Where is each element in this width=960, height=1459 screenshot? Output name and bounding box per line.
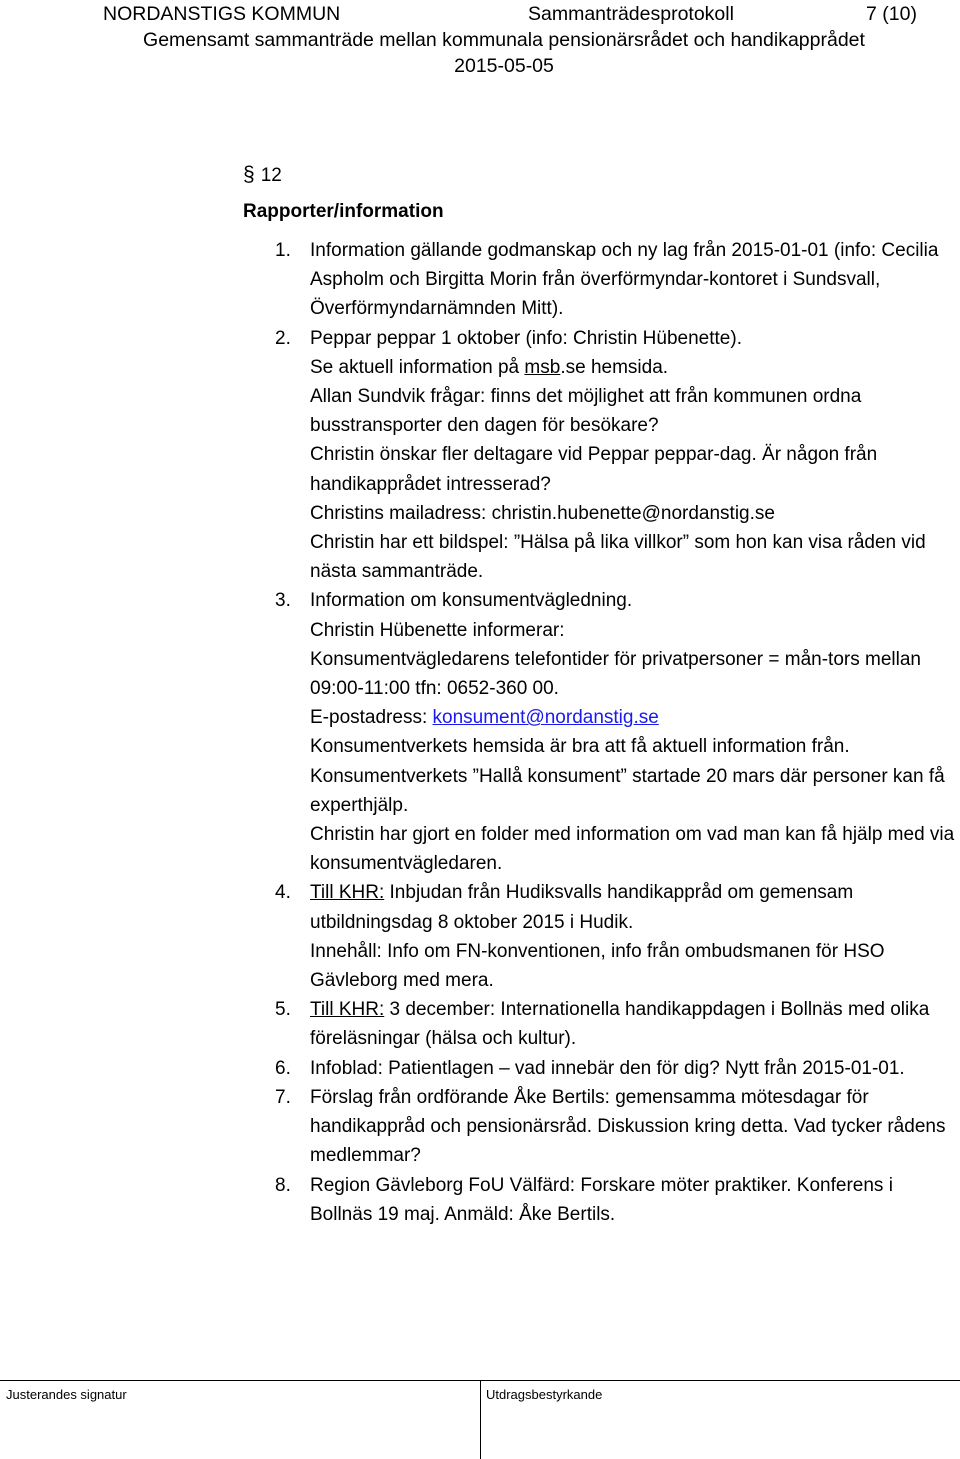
item-number: 4. bbox=[275, 882, 291, 904]
page-number: 7 (10) bbox=[866, 3, 917, 25]
item-number: 1. bbox=[275, 240, 291, 261]
item-text: Information gällande godmanskap och ny lag från 2015-01-01 (info: Cecilia Aspholm och Birgitta Morin från överförmyndar-kontoret i Sundsvall, Överförmyndarnämnden Mitt). bbox=[310, 240, 939, 320]
section-number-value: 12 bbox=[260, 165, 282, 186]
signature-label: Justerandes signatur bbox=[6, 1387, 127, 1402]
meeting-subtitle: Gemensamt sammanträde mellan kommunala pensionärsrådet och handikapprådet bbox=[143, 29, 865, 51]
item-text: Christins mailadress: christin.hubenette@nordanstig.se bbox=[310, 502, 775, 524]
item-text: Information om konsumentvägledning. bbox=[310, 590, 633, 612]
item-text bbox=[310, 995, 955, 1053]
email-link[interactable]: konsument@nordanstig.se bbox=[432, 707, 659, 729]
item-text: Förslag från ordförande Åke Bertils: gemensamma mötesdagar för handikappråd och pensionärsråd. Diskussion kring detta. Vad tycker rådens medlemmar? bbox=[310, 1086, 946, 1167]
khr-tag: Till KHR: bbox=[310, 882, 385, 904]
item-text: Konsumentvägledarens telefontider för privatpersoner = mån-tors mellan 09:00-11:00 tfn: 0652-360 00. bbox=[310, 648, 921, 700]
section-number bbox=[243, 163, 282, 187]
item-text: Peppar peppar 1 oktober (info: Christin Hübenette). bbox=[310, 327, 742, 349]
list-item bbox=[275, 995, 955, 1053]
item-text bbox=[310, 878, 955, 936]
item-text: Christin Hübenette informerar: bbox=[310, 619, 565, 641]
item-text: Allan Sundvik frågar: finns det möjlighet att från kommunen ordna busstransporter den dagen för besökare? bbox=[310, 386, 862, 437]
item-text: Region Gävleborg FoU Välfärd: Forskare möter praktiker. Konferens i Bollnäs 19 maj. Anmäld: Åke Bertils. bbox=[310, 1174, 893, 1225]
item-number: 8. bbox=[275, 1174, 291, 1196]
certification-label: Utdragsbestyrkande bbox=[486, 1387, 603, 1402]
item-number: 7. bbox=[275, 1086, 291, 1108]
document-type: Sammanträdesprotokoll bbox=[528, 3, 734, 25]
list-item bbox=[275, 878, 955, 995]
text-fragment: hemsida. bbox=[585, 356, 669, 378]
text-fragment: 3 december: Internationella handikappdagen i Bollnäs med olika föreläsningar (hälsa och kultur). bbox=[310, 999, 930, 1050]
item-number: 5. bbox=[275, 999, 291, 1021]
list-item bbox=[275, 236, 955, 324]
text-fragment: E-postadress: bbox=[310, 707, 433, 729]
organization-name: NORDANSTIGS KOMMUN bbox=[103, 3, 341, 25]
item-text: Christin har gjort en folder med information om vad man kan få hjälp med via konsumentvägledaren. bbox=[310, 824, 955, 875]
item-text bbox=[310, 353, 955, 382]
report-list bbox=[275, 236, 955, 1229]
item-text: Innehåll: Info om FN-konventionen, info från ombudsmanen för HSO Gävleborg med mera. bbox=[310, 940, 885, 992]
meeting-date: 2015-05-05 bbox=[454, 55, 554, 77]
section-heading: Rapporter/information bbox=[243, 201, 444, 222]
list-item bbox=[275, 1083, 955, 1171]
item-number: 2. bbox=[275, 327, 291, 349]
item-text: Christin har ett bildspel: ”Hälsa på lika villkor” som hon kan visa råden vid nästa sammanträde. bbox=[310, 532, 926, 583]
item-number: 6. bbox=[275, 1057, 291, 1079]
paragraph-symbol: § bbox=[243, 163, 255, 186]
text-fragment: Inbjudan från Hudiksvalls handikappråd om gemensam utbildningsdag 8 oktober 2015 i Hudik. bbox=[310, 882, 854, 933]
msb-link[interactable]: msb bbox=[524, 356, 561, 378]
footer-column-divider bbox=[480, 1380, 481, 1459]
item-text: Christin önskar fler deltagare vid Peppar peppar-dag. Är någon från handikapprådet intresserad? bbox=[310, 444, 878, 495]
khr-tag: Till KHR: bbox=[310, 999, 385, 1021]
list-item bbox=[275, 1054, 955, 1083]
header-top-row bbox=[0, 2, 960, 26]
text-fragment: .se bbox=[560, 356, 586, 378]
item-text: Konsumentverkets ”Hallå konsument” startade 20 mars där personer kan få experthjälp. bbox=[310, 765, 945, 816]
item-text bbox=[310, 703, 955, 732]
item-number: 3. bbox=[275, 590, 291, 612]
item-text: Infoblad: Patientlagen – vad innebär den för dig? Nytt från 2015-01-01. bbox=[310, 1057, 905, 1079]
item-text: Konsumentverkets hemsida är bra att få aktuell information från. bbox=[310, 736, 850, 758]
list-item bbox=[275, 586, 955, 878]
list-item bbox=[275, 324, 955, 587]
text-fragment: Se aktuell information på bbox=[310, 356, 525, 378]
list-item bbox=[275, 1171, 955, 1229]
